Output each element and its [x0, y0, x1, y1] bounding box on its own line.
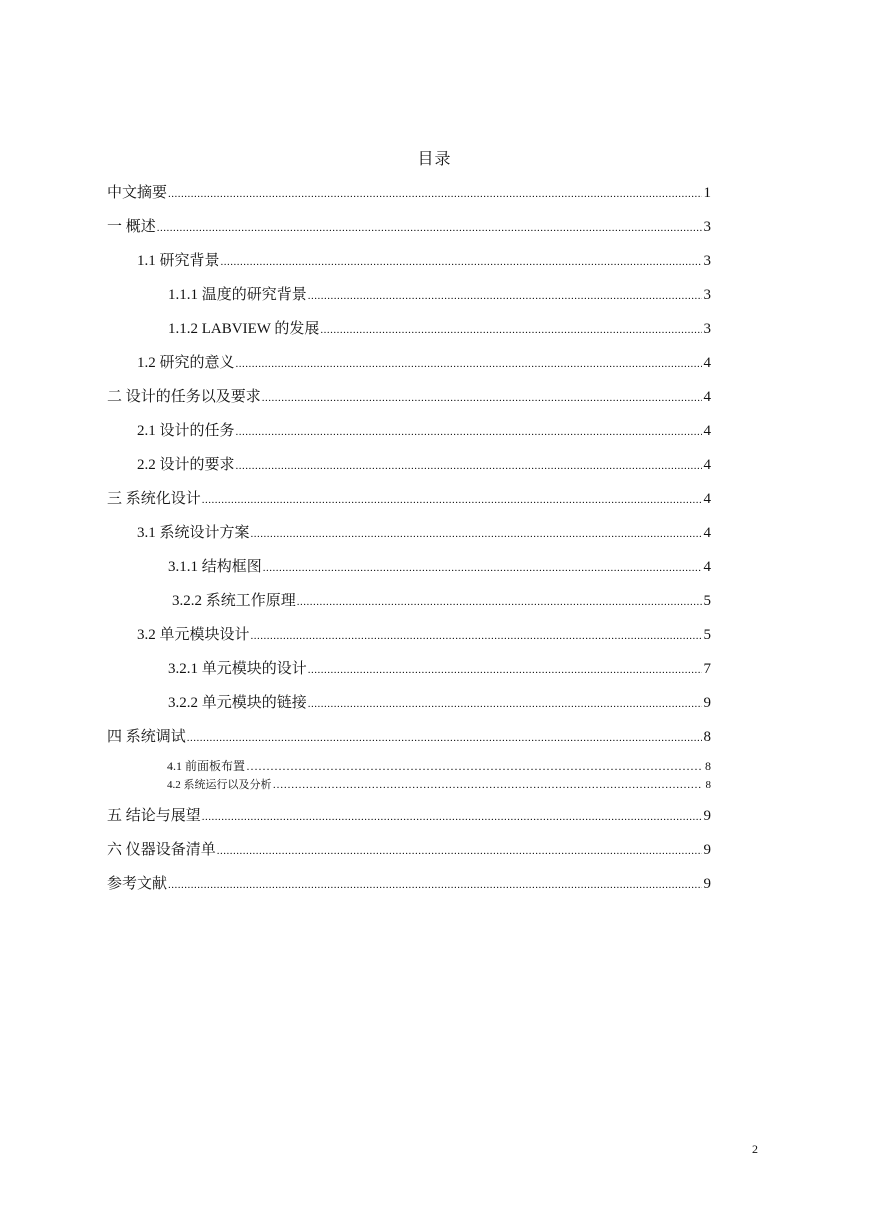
toc-entry[interactable]	[137, 520, 711, 542]
toc-entry-label: 3.2 单元模块设计	[137, 627, 250, 643]
toc-entry[interactable]	[107, 384, 711, 406]
toc-entry-page: 5	[703, 627, 711, 643]
toc-entry-page: 3	[703, 219, 711, 235]
toc-entry-page: 4	[703, 423, 711, 439]
toc-entry-label: 2.1 设计的任务	[137, 423, 235, 439]
toc-entry-label: 四 系统调试	[107, 729, 186, 745]
toc-entry[interactable]	[137, 452, 711, 474]
toc-entry-page: 8	[705, 779, 711, 791]
toc-entry-label: 3.2.2 单元模块的链接	[168, 695, 307, 711]
toc-entry-label: 2.2 设计的要求	[137, 457, 235, 473]
toc-entry[interactable]	[107, 803, 711, 825]
toc-entry[interactable]	[107, 214, 711, 236]
toc-entry-page: 9	[703, 876, 711, 892]
toc-entry[interactable]	[172, 588, 711, 610]
toc-leader-dots	[308, 696, 702, 712]
toc-leader-dots	[168, 186, 702, 202]
toc-entry[interactable]	[107, 486, 711, 508]
toc-entry-label: 二 设计的任务以及要求	[107, 389, 261, 405]
toc-entry[interactable]	[168, 282, 711, 304]
toc-entry[interactable]	[168, 690, 711, 712]
toc-leader-dots	[202, 492, 702, 508]
toc-leader-dots	[251, 526, 702, 542]
toc-leader-dots	[297, 594, 702, 610]
toc-entry[interactable]	[107, 837, 711, 859]
toc-entry-label: 3.2.1 单元模块的设计	[168, 661, 307, 677]
toc-leader-dots	[262, 390, 702, 406]
toc-entry[interactable]	[107, 180, 711, 202]
toc-entry-label: 一 概述	[107, 219, 156, 235]
toc-entry-page: 3	[703, 287, 711, 303]
toc-entry-label: 三 系统化设计	[107, 491, 201, 507]
toc-entry-page: 4	[703, 355, 711, 371]
toc-entry-label: 1.2 研究的意义	[137, 355, 235, 371]
toc-leader-dots	[187, 730, 702, 746]
toc-leader-dots	[308, 662, 702, 678]
toc-leader-dots	[202, 809, 702, 825]
toc-leader-dots	[236, 424, 702, 440]
toc-entry-page: 4	[703, 389, 711, 405]
page-number: 2	[752, 1142, 758, 1156]
toc-entry-label: 1.1 研究背景	[137, 253, 220, 269]
toc-entry-page: 9	[703, 808, 711, 824]
toc-entry-page: 4	[703, 491, 711, 507]
toc-entry-page: 3	[703, 321, 711, 337]
toc-entry-page: 9	[703, 695, 711, 711]
toc-entry[interactable]	[137, 418, 711, 440]
toc-entry-page: 1	[703, 185, 711, 201]
toc-entry-page: 5	[703, 593, 711, 609]
toc-leader-dots	[263, 560, 702, 576]
toc-leader-dots	[236, 458, 702, 474]
toc-entry-page: 4	[703, 525, 711, 541]
toc-entry-page: 8	[703, 729, 711, 745]
toc-leader-dots	[320, 322, 702, 338]
toc-entry-label: 参考文献	[107, 876, 168, 892]
toc-leader-dots	[157, 220, 702, 236]
toc-entry[interactable]	[168, 656, 711, 678]
toc-entry-label: 3.1 系统设计方案	[137, 525, 250, 541]
toc-entry-label: 4.2 系统运行以及分析	[167, 779, 272, 791]
toc-entry[interactable]	[167, 777, 711, 791]
toc-leader-dots	[251, 628, 702, 644]
toc-entry-label: 3.1.1 结构框图	[168, 559, 262, 575]
toc-leader-dots	[308, 288, 702, 304]
toc-leader-dots	[217, 843, 702, 859]
toc-entry-label: 3.2.2 系统工作原理	[172, 593, 296, 609]
toc-entry-label: 六 仪器设备清单	[107, 842, 216, 858]
toc-entry[interactable]	[107, 871, 711, 893]
toc-leader-dots	[221, 254, 702, 270]
toc-entry-page: 4	[703, 457, 711, 473]
toc-entry-label: 1.1.1 温度的研究背景	[168, 287, 307, 303]
toc-title: 目录	[417, 151, 452, 168]
toc-entry-label: 中文摘要	[107, 185, 168, 201]
toc-leader-dots	[273, 779, 703, 791]
toc-entry-label: 五 结论与展望	[107, 808, 201, 824]
toc-entry-label: 1.1.2 LABVIEW 的发展	[168, 321, 320, 337]
toc-entry[interactable]	[167, 757, 711, 773]
toc-entry-page: 3	[703, 253, 711, 269]
toc-entry-page: 7	[703, 661, 711, 677]
toc-entry-page: 9	[703, 842, 711, 858]
toc-entry[interactable]	[137, 248, 711, 270]
toc-entry[interactable]	[137, 622, 711, 644]
toc-entry[interactable]	[168, 316, 711, 338]
toc-entry-label: 4.1 前面板布置	[167, 759, 246, 773]
toc-leader-dots	[236, 356, 702, 372]
toc-entry-page: 4	[703, 559, 711, 575]
toc-leader-dots	[246, 759, 702, 773]
toc-leader-dots	[168, 877, 702, 893]
toc-entry-page: 8	[705, 759, 711, 773]
toc-entry[interactable]	[168, 554, 711, 576]
toc-entry[interactable]	[107, 724, 711, 746]
toc-entry[interactable]	[137, 350, 711, 372]
